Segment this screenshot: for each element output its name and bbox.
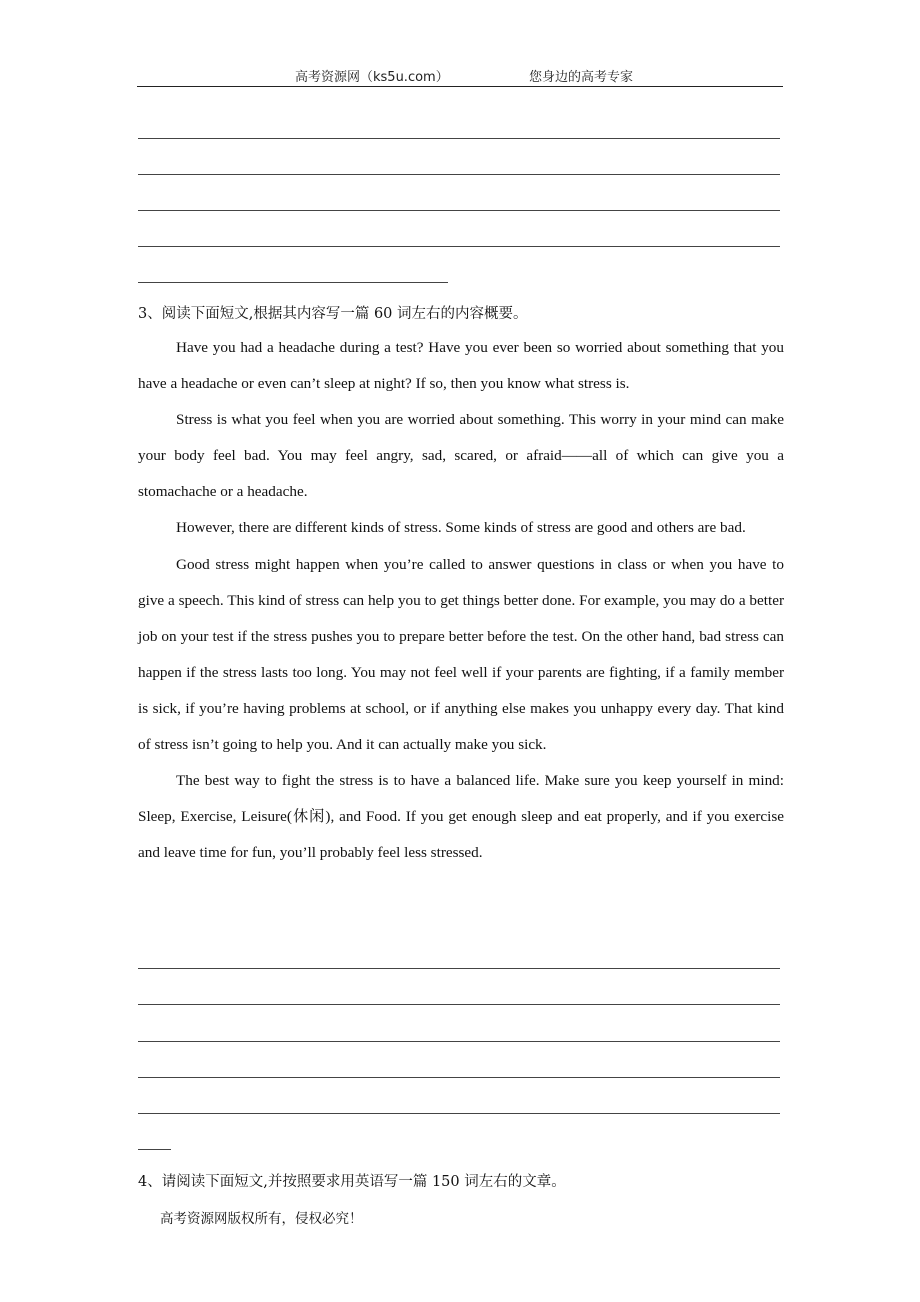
answer-line-short [138,1149,171,1150]
passage-paragraph: Stress is what you feel when you are worried about something. This worry in your mind can make your body feel bad. You may feel angry, sad, scared, or afraid——all of which can give you a stomachache or a headache. [138,411,784,501]
answer-line [138,210,780,211]
passage-paragraph: The best way to fight the stress is to have a balanced life. Make sure you keep yourself in mind: Sleep, Exercise, Leisure(休闲), and Food. If you get enough sleep and eat properly, and if you exercise and leave time for fun, you’ll probably feel less stressed. [138,772,784,862]
answer-line [138,246,780,247]
passage-paragraph: Good stress might happen when you’re called to answer questions in class or when you have to give a speech. This kind of stress can help you to get things better done. For example, you may do a better job on your test if the stress pushes you to prepare better before the test. On the other hand, bad stress can happen if the stress lasts too long. You may not feel well if your parents are fighting, if a family member is sick, if you’re having problems at school, or if anything else makes you unhappy every day. That kind of stress isn’t going to help you. And it can actually make you sick. [138,555,784,754]
answer-line [138,174,780,175]
answer-line [138,1077,780,1078]
header-slogan: 您身边的高考专家 [529,70,634,85]
page-footer: 高考资源网版权所有，侵权必究！ [160,1211,363,1227]
passage-paragraph: Have you had a headache during a test? Have you ever been so worried about something that you have a headache or even can’t sleep at night? If so, then you know what stress is. [138,339,784,393]
page-header [137,64,783,87]
header-site-name: 高考资源网（ks5u.com） [295,70,449,85]
answer-line [138,1004,780,1005]
answer-line [138,1041,780,1042]
answer-line [138,968,780,969]
answer-line [138,138,780,139]
answer-line [138,1113,780,1114]
question-3-prompt: 3、阅读下面短文,根据其内容写一篇 60 词左右的内容概要。 [138,306,528,322]
question-3-passage [138,330,784,871]
passage-paragraph: However, there are different kinds of stress. Some kinds of stress are good and others are bad. [176,519,746,537]
answer-line-short [138,282,448,283]
question-4-prompt: 4、请阅读下面短文,并按照要求用英语写一篇 150 词左右的文章。 [138,1174,566,1190]
